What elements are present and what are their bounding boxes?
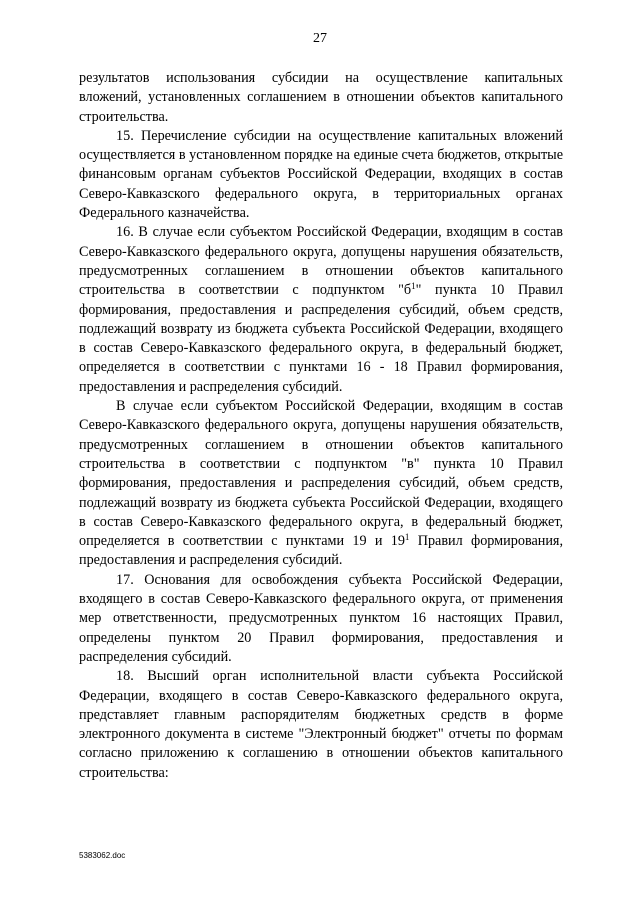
document-file-id: 5383062.doc [79, 851, 126, 860]
superscript-mark: 1 [411, 281, 416, 292]
paragraph-item-16-second-text-a: В случае если субъектом Российской Федерации, входящим в состав Северо-Кавказского федерального округа, допущены нарушения обязательств, предусмотренных соглашением в отношении объектов капитального строительства в соответствии с подпунктом "в" пункта 10 Правил формирования, предоставления и распределения субсидий, объем средств, подлежащий возврату из бюджета субъекта Российской Федерации, входящего в состав Северо-Кавказского федерального округа, в федеральный бюджет, определяется в соответствии с пунктами 19 и 19 [79, 398, 563, 550]
paragraph-item-16 [79, 223, 563, 397]
document-body [79, 69, 563, 783]
paragraph-item-16-second [79, 397, 563, 571]
paragraph-item-16-text-a: 16. В случае если субъектом Российской Федерации, входящим в состав Северо-Кавказского федерального округа, допущены нарушения обязательств, предусмотренных соглашением в отношении объектов капитального строительства в соответствии с подпунктом "б [79, 224, 563, 299]
paragraph-item-18: 18. Высший орган исполнительной власти субъекта Российской Федерации, входящего в состав Северо-Кавказского федерального округа, представляет главным распорядителям бюджетных средств в форме электронного документа в системе "Электронный бюджет" отчеты по формам согласно приложению к соглашению в отношении объектов капитального строительства: [79, 668, 563, 781]
paragraph-item-15: 15. Перечисление субсидии на осуществление капитальных вложений осуществляется в установленном порядке на единые счета бюджетов, открытые финансовым органам субъектов Российской Федерации, входящих в состав Северо-Кавказского федерального округа, в территориальных органах Федерального казначейства. [79, 127, 563, 222]
page-number: 27 [313, 31, 327, 46]
paragraph-item-16-text-b: " пункта 10 Правил формирования, предоставления и распределения субсидий, объем средств, подлежащий возврату из бюджета субъекта Российской Федерации, входящего в состав Северо-Кавказского федерального округа, в федеральный бюджет, определяется в соответствии с пунктами 16 - 18 Правил формирования, предоставления и распределения субсидий. [79, 282, 563, 395]
paragraph-item-16-second-text-b: Правил формирования, предоставления и распределения субсидий. [79, 533, 564, 569]
superscript-mark: 1 [404, 532, 410, 543]
paragraph-continuation: результатов использования субсидии на осуществление капитальных вложений, установленных соглашением в отношении объектов капитального строительства. [79, 70, 563, 125]
paragraph-item-17: 17. Основания для освобождения субъекта Российской Федерации, входящего в состав Северо-Кавказского федерального округа, от применения мер ответственности, предусмотренных пунктом 16 настоящих Правил, определены пунктом 20 Правил формирования, предоставления и распределения субсидий. [79, 571, 563, 665]
